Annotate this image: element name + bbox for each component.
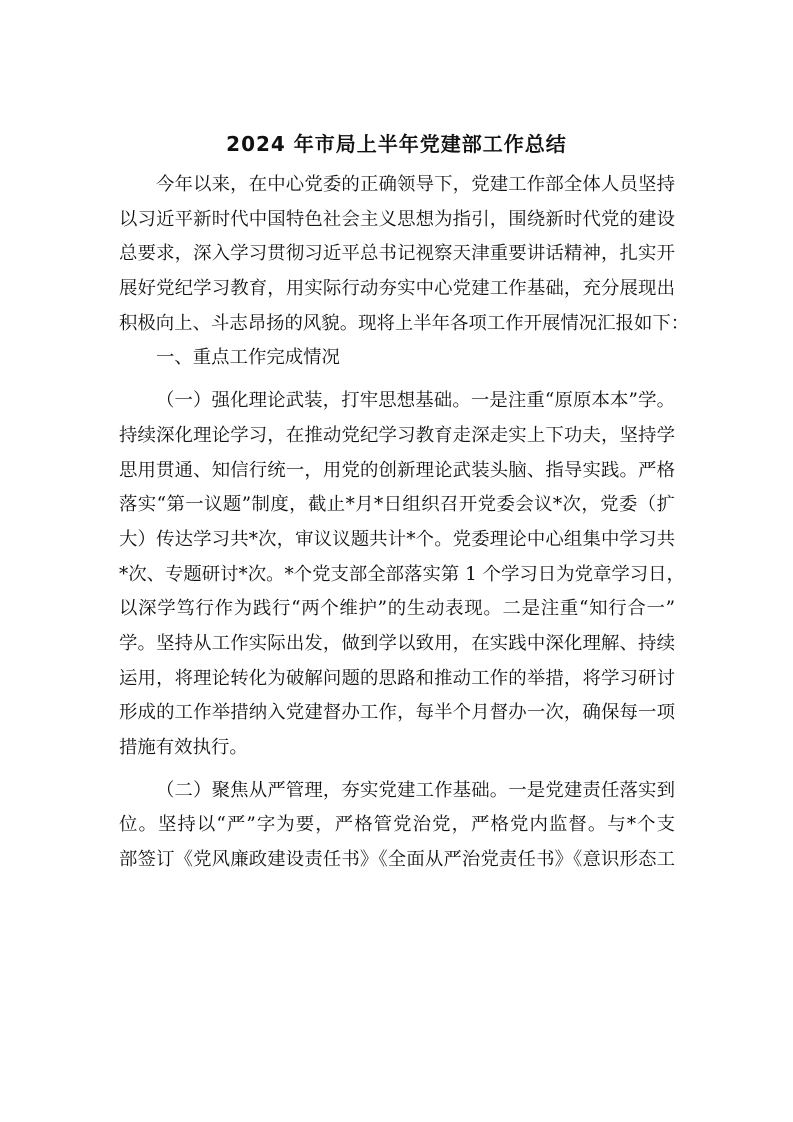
paragraph-line: （二）聚焦从严管理，夯实党建工作基础。一是党建责任落实到 xyxy=(156,779,675,801)
paragraph-line: *次、专题研讨*次。*个党支部全部落实第 1 个学习日为党章学习日， xyxy=(119,563,685,585)
paragraph-line: 位。坚持以“严”字为要，严格管党治党，严格党内监督。与*个支 xyxy=(119,814,675,836)
paragraph-line: 今年以来，在中心党委的正确领导下，党建工作部全体人员坚持 xyxy=(156,174,675,195)
document-body xyxy=(119,168,690,878)
paragraph-line: 运用，将理论转化为破解问题的思路和推动工作的举措，将学习研讨 xyxy=(119,667,675,689)
paragraph-line: 形成的工作举措纳入党建督办工作，每半个月督办一次，确保每一项 xyxy=(119,702,675,724)
paragraph-line: 积极向上、斗志昂扬的风貌。现将上半年各项工作开展情况汇报如下： xyxy=(119,312,690,334)
paragraph-line: （一）强化理论武装，打牢思想基础。一是注重“原原本本”学。 xyxy=(156,390,675,412)
paragraph-line: 以深学笃行作为践行“两个维护”的生动表现。二是注重“知行合一” xyxy=(119,598,675,620)
paragraph-line: 大）传达学习共*次，审议议题共计*个。党委理论中心组集中学习共 xyxy=(119,528,675,550)
paragraph-line: 总要求，深入学习贯彻习近平总书记视察天津重要讲话精神，扎实开 xyxy=(119,243,675,265)
paragraph-line: 思用贯通、知信行统一，用党的创新理论武装头脑、指导实践。严格 xyxy=(119,459,675,481)
paragraph-line: 措施有效执行。 xyxy=(119,737,248,758)
paragraph-line: 持续深化理论学习，在推动党纪学习教育走深走实上下功夫，坚持学 xyxy=(119,424,675,446)
paragraph-line: 落实“第一议题”制度，截止*月*日组织召开党委会议*次，党委（扩 xyxy=(119,494,675,516)
paragraph-line: 展好党纪学习教育，用实际行动夯实中心党建工作基础，充分展现出 xyxy=(119,278,675,300)
document-title: 2024 年市局上半年党建部工作总结 xyxy=(226,132,567,156)
paragraph-line: 以习近平新时代中国特色社会主义思想为指引，围绕新时代党的建设 xyxy=(119,208,675,230)
section-heading: 一、重点工作完成情况 xyxy=(156,347,340,369)
paragraph-line: 部签订《党风廉政建设责任书》《全面从严治党责任书》《意识形态工 xyxy=(119,849,675,871)
paragraph-line: 学。坚持从工作实际出发，做到学以致用，在实践中深化理解、持续 xyxy=(119,632,675,654)
